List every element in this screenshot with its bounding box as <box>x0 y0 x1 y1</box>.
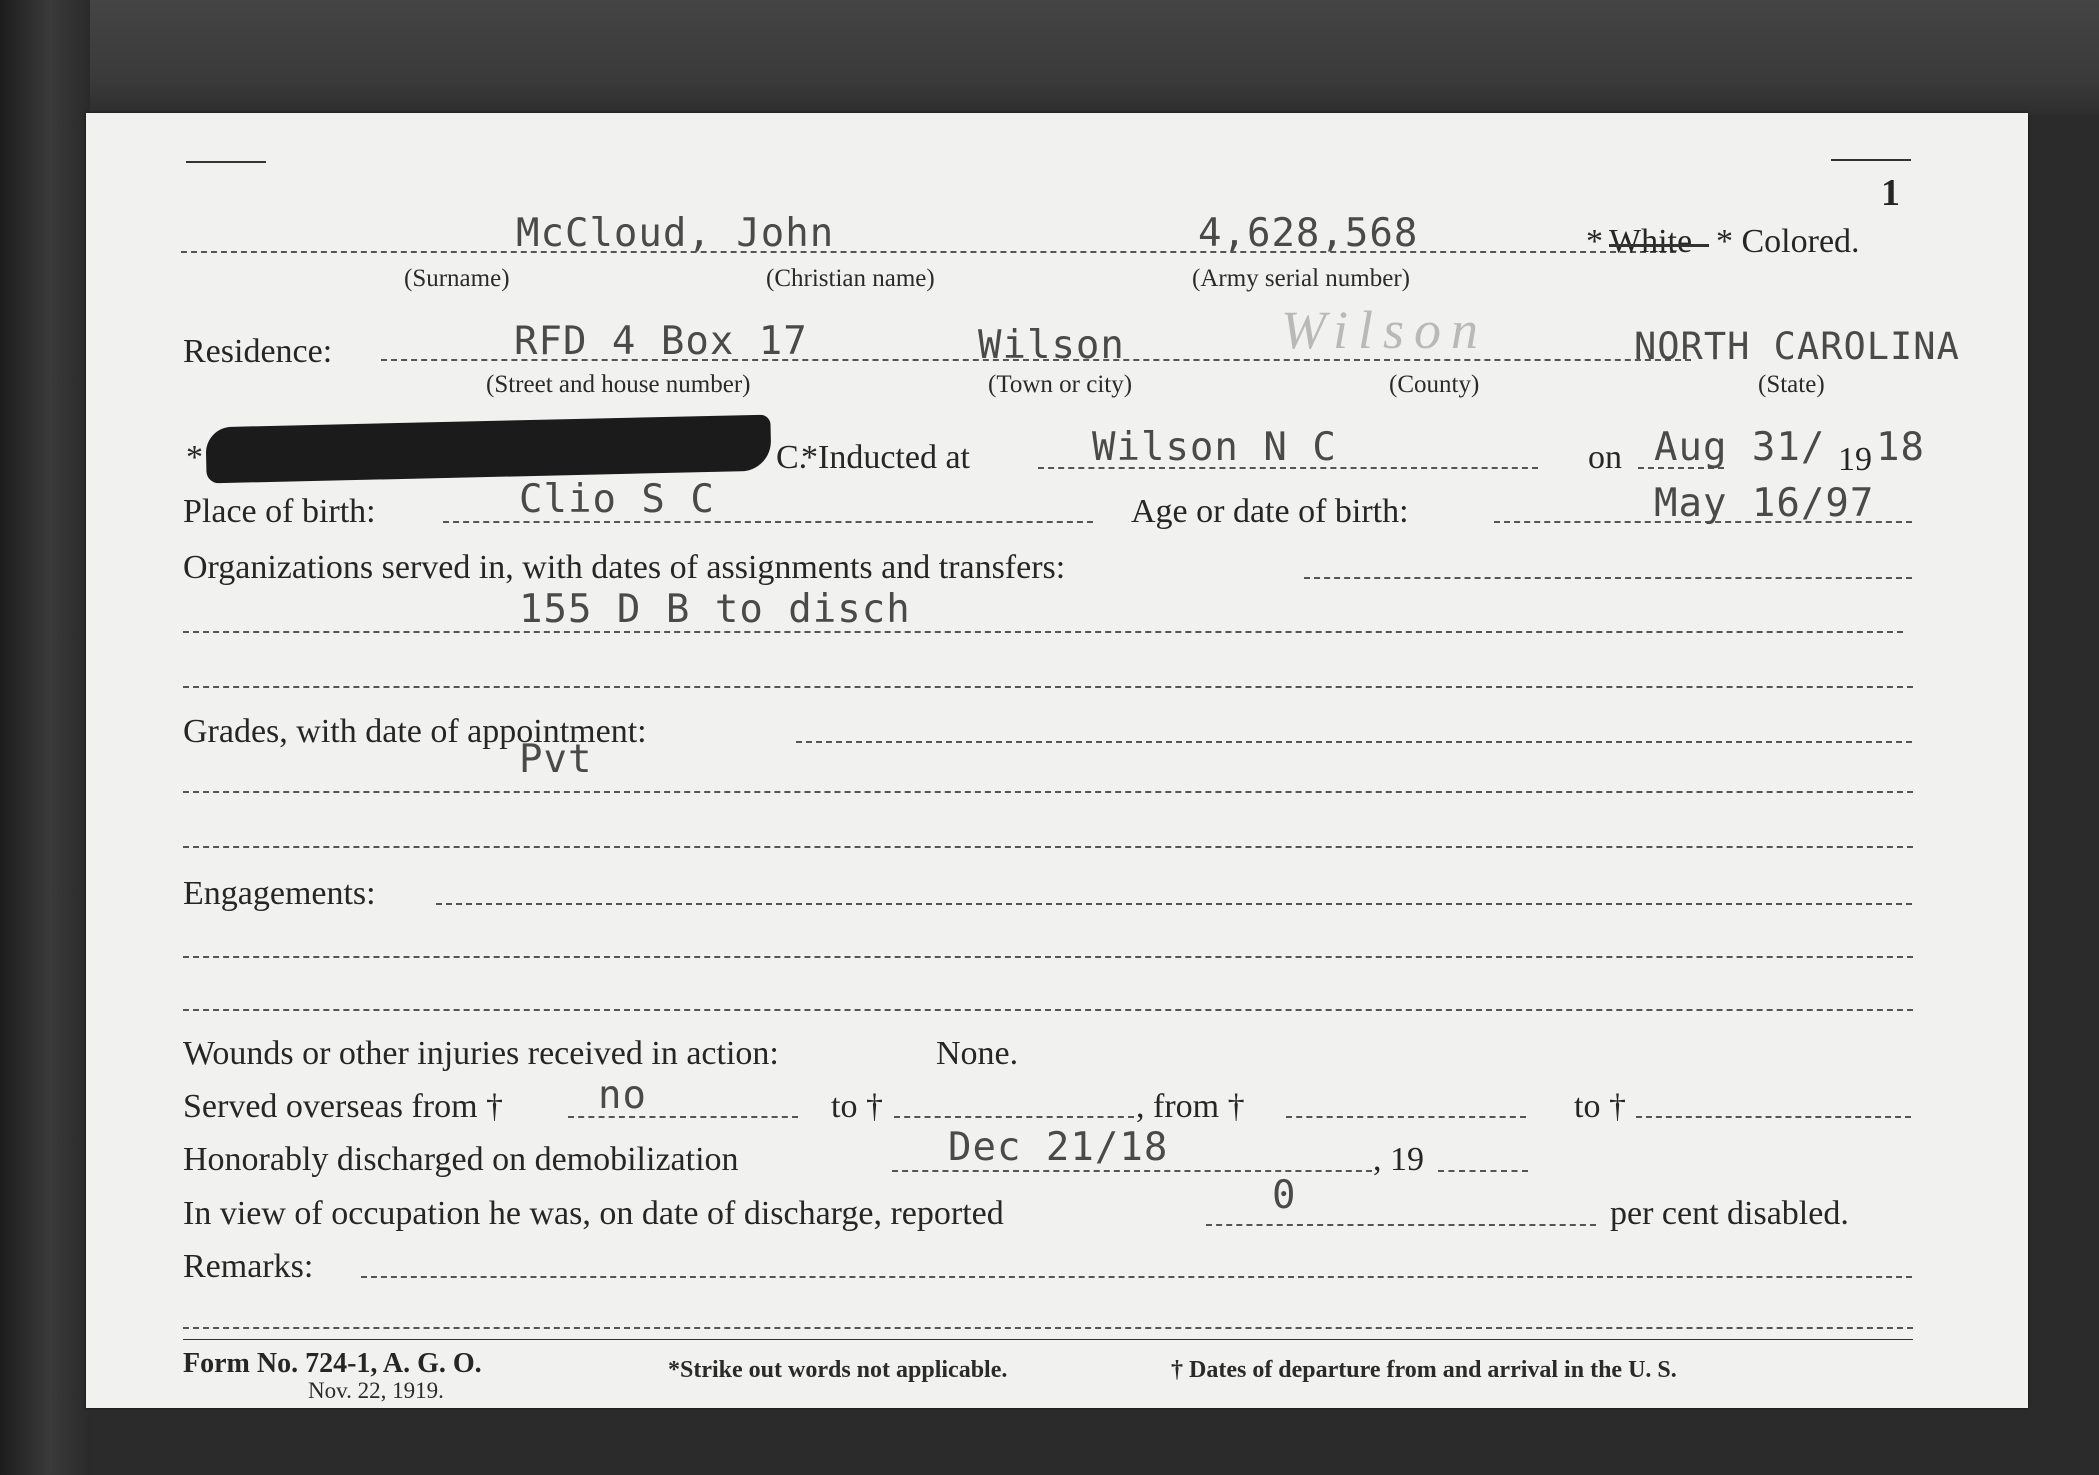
white-strikeout <box>1609 244 1709 247</box>
caption-county: (County) <box>1389 371 1480 398</box>
enlistment-prefix: * <box>186 439 203 476</box>
overseas-to-line <box>894 1116 1134 1118</box>
organizations-value: 155 D B to disch <box>519 587 911 632</box>
top-right-rule <box>1831 159 1911 161</box>
scan-background-top <box>90 0 2099 115</box>
redacted-enlistment-options <box>205 415 771 484</box>
form-number: Form No. 724-1, A. G. O. <box>183 1348 482 1379</box>
caption-state: (State) <box>1758 371 1825 398</box>
organizations-line-1 <box>1304 577 1912 579</box>
name-line <box>181 251 1676 253</box>
place-of-birth: Clio S C <box>519 477 715 522</box>
remarks-line-2 <box>183 1327 1913 1329</box>
race-white-label: White <box>1609 223 1693 260</box>
remarks-line-1 <box>361 1276 1912 1278</box>
discharge-year-line <box>1438 1170 1528 1172</box>
race-colored-label: * Colored. <box>1716 223 1860 260</box>
date-of-birth: May 16/97 <box>1654 481 1875 526</box>
caption-surname: (Surname) <box>404 265 510 292</box>
wounds-label: Wounds or other injuries received in action: <box>183 1035 779 1072</box>
scan-background-left <box>0 0 90 1475</box>
grades-line-3 <box>183 846 1913 848</box>
discharge-label: Honorably discharged on demobilization <box>183 1141 739 1178</box>
card-number: 1 <box>1881 172 1900 214</box>
induction-year-typed: 18 <box>1876 425 1925 470</box>
grades-label: Grades, with date of appointment: <box>183 713 647 750</box>
wounds-value: None. <box>936 1035 1019 1072</box>
top-left-rule <box>186 161 266 163</box>
engagements-line-1 <box>436 903 1912 905</box>
grades-line-2 <box>183 791 1913 793</box>
service-record-card <box>86 113 2028 1408</box>
race-prefix: * <box>1586 223 1603 260</box>
grades-line-1 <box>796 741 1912 743</box>
footer-rule <box>183 1339 1913 1340</box>
caption-town: (Town or city) <box>988 371 1133 398</box>
overseas-from2-line <box>1286 1116 1526 1118</box>
discharge-date-line <box>892 1170 1372 1172</box>
caption-army-serial: (Army serial number) <box>1192 265 1410 292</box>
discharge-date: Dec 21/18 <box>948 1125 1169 1170</box>
overseas-to2-line <box>1636 1116 1911 1118</box>
form-date: Nov. 22, 1919. <box>308 1378 444 1403</box>
age-or-date-of-birth-label: Age or date of birth: <box>1131 493 1409 530</box>
engagements-line-3 <box>183 1009 1913 1011</box>
engagements-label: Engagements: <box>183 875 376 912</box>
induction-on-label: on <box>1588 439 1622 476</box>
overseas-from-value: no <box>598 1073 647 1118</box>
organizations-line-3 <box>183 686 1913 688</box>
induction-date: Aug 31/ <box>1654 425 1826 470</box>
residence-county-handwritten: Wilson <box>1281 300 1489 360</box>
caption-christian-name: (Christian name) <box>766 265 935 292</box>
residence-label: Residence: <box>183 333 333 370</box>
army-serial-number: 4,628,568 <box>1198 211 1419 256</box>
remarks-label: Remarks: <box>183 1248 314 1285</box>
overseas-to-label: to † <box>831 1088 883 1125</box>
discharge-year-label: , 19 <box>1373 1141 1424 1178</box>
footnote-strike-out: *Strike out words not applicable. <box>668 1357 1008 1383</box>
residence-town: Wilson <box>978 323 1125 368</box>
grades-value: Pvt <box>519 737 593 782</box>
engagements-line-2 <box>183 956 1913 958</box>
footnote-dates: † Dates of departure from and arrival in the U. S. <box>1171 1357 1677 1383</box>
disability-label: In view of occupation he was, on date of discharge, reported <box>183 1195 1004 1232</box>
erc-fragment: C. <box>776 439 808 476</box>
surname-given-name: McCloud, John <box>516 211 835 256</box>
served-overseas-label: Served overseas from † <box>183 1088 504 1125</box>
disability-line <box>1206 1224 1596 1226</box>
induction-year-printed: 19 <box>1838 441 1872 478</box>
overseas-to2-label: to † <box>1574 1088 1626 1125</box>
inducted-at-place: Wilson N C <box>1092 425 1337 470</box>
organizations-label: Organizations served in, with dates of assignments and transfers: <box>183 549 1066 586</box>
inducted-at-label: *Inducted at <box>801 439 970 476</box>
residence-state: NORTH CAROLINA <box>1634 325 1960 368</box>
overseas-from2-label: , from † <box>1136 1088 1245 1125</box>
disability-suffix: per cent disabled. <box>1610 1195 1849 1232</box>
caption-street: (Street and house number) <box>486 371 751 398</box>
disability-value: 0 <box>1272 1173 1297 1218</box>
residence-street: RFD 4 Box 17 <box>514 319 808 364</box>
organizations-line-2 <box>183 631 1903 633</box>
place-of-birth-label: Place of birth: <box>183 493 376 530</box>
